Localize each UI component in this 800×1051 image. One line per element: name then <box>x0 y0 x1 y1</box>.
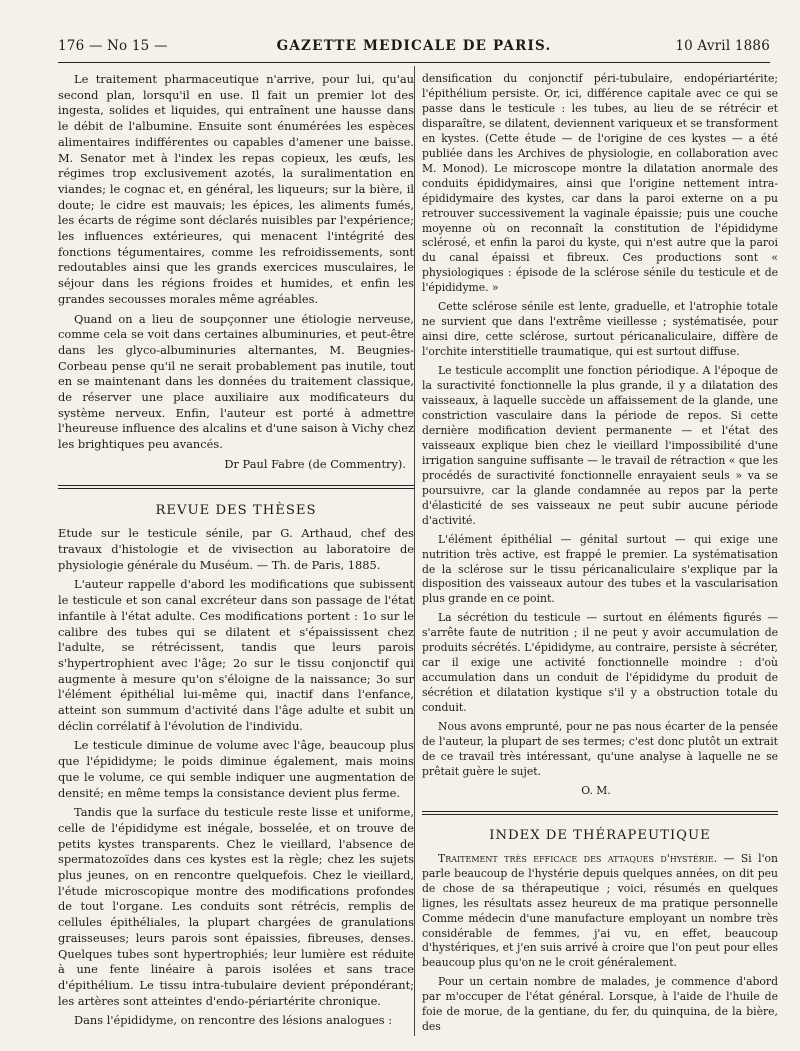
item-text: — Si l'on parle beaucoup de l'hystérie depuis quelques années, on dit peu de chose de sa thérapeutique ; voici, résumés en quelques lignes, les résultats assez heureux de ma pratique personnelle Comme médecin d'une manufacture employant un nombre très considérable de femmes, j'ai vu, en effet, beaucoup d'hystériques, et j'en suis arrivé à croire que l'on peut pour elles beaucoup plus qu'on ne le croit généralement. <box>422 851 779 970</box>
column-divider <box>414 66 415 1036</box>
paragraph: Tandis que la surface du testicule reste lisse et uniforme, celle de l'épididyme est inégale, bosselée, et on trouve de petits kystes transparents. Chez le vieillard, l'absence de spermatozoïdes dans ces kystes est la règle; chez les sujets plus jeunes, on en rencontre quelquefois. Chez le vieillard, l'étude microscopique montre des modifications profondes de tout l'organe. Les conduits sont rétrécis, remplis de cellules épithéliales, la plupart chargées de granulations graisseuses; leurs parois sont épaissies, fibreuses, denses. Quelques tubes sont hypertrophiés; leur lumière est réduite à une fente linéaire à parois isolées et sans trace d'épithélium. Le tissu intra-tubulaire devient prépondérant; les artères sont atteintes d'endo-périartérite chronique. <box>58 805 414 1008</box>
right-column <box>422 72 778 1039</box>
section-rule <box>422 814 778 815</box>
header-rule <box>58 62 770 63</box>
thesis-reference: Etude sur le testicule sénile, par G. Arthaud, chef des travaux d'histologie et de vivisection au laboratoire de physiologie générale du Muséum. — Th. de Paris, 1885. <box>58 526 414 572</box>
issue-date: 10 Avril 1886 <box>675 38 770 54</box>
paragraph <box>422 852 778 972</box>
left-column <box>58 72 414 1033</box>
paragraph: Cette sclérose sénile est lente, graduelle, et l'atrophie totale ne survient que dans l'extrême vieillesse ; systématisée, pour ainsi dire, cette sclérose, surtout péricanaliculaire, diffère de l'orchite interstitielle traumatique, qui est surtout diffuse. <box>422 300 778 359</box>
paragraph: Le testicule diminue de volume avec l'âge, beaucoup plus que l'épididyme; le poids diminue également, mais moins que le volume, ce qui semble indiquer une augmentation de densité; en même temps la consistance devient plus ferme. <box>58 738 414 800</box>
author-signature: O. M. <box>581 783 611 797</box>
section-rule <box>58 488 414 489</box>
item-title: Traitement très efficace des attaques d'hystérie. <box>438 851 718 865</box>
author-signature: Dr Paul Fabre (de Commentry). <box>224 456 406 471</box>
section-title: REVUE DES THÈSES <box>155 502 317 518</box>
section-rule <box>422 811 778 812</box>
paragraph: Nous avons emprunté, pour ne pas nous écarter de la pensée de l'auteur, la plupart de ses termes; c'est donc plutôt un extrait de ce travail très intéressant, qu'une analyse à laquelle ne se prêtait guère le sujet. <box>422 720 778 778</box>
paragraph: Dans l'épididyme, on rencontre des lésions analogues : <box>74 1013 393 1028</box>
paragraph: L'élément épithélial — génital surtout — qui exige une nutrition très active, est frappé le premier. La systématisation de la sclérose sur le tissu péricanaliculaire s'explique par la disposition des vaisseaux autour des tubes et la vascularisation plus grande en ce point. <box>422 532 778 606</box>
paragraph: La sécrétion du testicule — surtout en éléments figurés — s'arrête faute de nutrition ; il ne peut y avoir accumulation de produits sécrétés. L'épididyme, au contraire, persiste à sécréter, car il exige une activité fonctionnelle moindre : d'où accumulation dans un conduit de l'épididyme du produit de sécrétion et dilatation kystique s'il y a obstruction totale du conduit. <box>422 611 778 715</box>
journal-title: GAZETTE MEDICALE DE PARIS. <box>276 38 552 54</box>
paragraph: Le testicule accomplit une fonction périodique. A l'époque de la suractivité fonctionnelle la plus grande, il y a dilatation des vaisseaux, à laquelle succède un affaissement de la glande, une constriction vasculaire dans la période de repos. Si cette dernière modification devient permanente — et l'état des vaisseaux explique bien chez le vieillard l'impossibilité d'une irrigation sanguine suffisante — le travail de rétraction « que les procédés de suractivité fonctionnelle enrayaient seuls » va se poursuivre, car la glande condamnée au repos par la perte d'élasticité de ses vaisseaux ne peut subir aucune période d'activité. <box>422 364 778 527</box>
section-rule <box>58 485 414 486</box>
paragraph: Pour un certain nombre de malades, je commence d'abord par m'occuper de l'état général. Lorsque, à l'aide de l'huile de foie de morue, de la gentiane, du fer, du quinquina, de la bière, des <box>422 975 778 1034</box>
paragraph: densification du conjonctif péri-tubulaire, endopériartérite; l'épithélium persiste. Or, ici, différence capitale avec ce qui se passe dans le testicule : les tubes, au lieu de se rétrécir et disparaître, se dilatent, deviennent variqueux et se transforment en kystes. (Cette étude — de l'origine de ces kystes — a été publiée dans les Archives de physiologie, en collaboration avec M. Monod). Le microscope montre la dilatation anormale des conduits épididymaires, ainsi que l'origine nettement intra-épididymaire des kystes, car dans la paroi externe on a pu retrouver successivement la vaginale épaissie; puis une couche moyenne où on reconnaît la constitution de l'épididyme sclérosé, et enfin la paroi du kyste, qui n'est autre que la paroi du canal épaissi et fibreux. Ces productions sont « physiologiques : épisode de la sclérose sénile du testicule et de l'épididyme. » <box>422 72 778 295</box>
paragraph: L'auteur rappelle d'abord les modifications que subissent le testicule et son canal excréteur dans son passage de l'état infantile à l'état adulte. Ces modifications portent : 1o sur le calibre des tubes qui se dilatent et s'épaississent chez l'adulte, se rétrécissent, tandis que leurs parois s'hypertrophient avec l'âge; 2o sur le tissu conjonctif qui augmente à mesure qu'on s'éloigne de la naissance; 3o sur l'élément épithélial lui-même qui, inactif dans l'enfance, atteint son summum d'activité dans l'âge adulte et subit un déclin corrélatif à l'évolution de l'individu. <box>58 577 414 733</box>
paragraph: Le traitement pharmaceutique n'arrive, pour lui, qu'au second plan, lorsqu'il en use. Il fait un premier lot des ingesta, solides et liquides, qui entraînent une hausse dans le débit de l'albumine. Ensuite sont énumérées les espèces alimentaires indifférentes ou capables d'amener une baisse. M. Senator met à l'index les repas copieux, les œufs, les régimes trop exclusivement azotés, la suralimentation en viandes; le cognac et, en général, les liqueurs; sur la bière, il doute; le cidre est mauvais; les épices, les aliments fumés, les écarts de régime sont déclarés nuisibles par l'expérience; les influences extérieures, qui menacent l'intégrité des fonctions tégumentaires, comme les refroidissements, sont redoutables ainsi que les grands exercices musculaires, le séjour dans les régions froides et humides, et enfin les grandes secousses morales même agréables. <box>58 72 414 306</box>
paragraph: Quand on a lieu de soupçonner une étiologie nerveuse, comme cela se voit dans certaines albuminuries, et peut-être dans les glyco-albuminuries alternantes, M. Beugnies-Corbeau pense qu'il ne serait probablement pas inutile, tout en se maintenant dans les données du traitement classique, de réserver une place auxiliaire aux modificateurs du système nerveux. Enfin, l'auteur est porté à admettre l'heureuse influence des alcalins et d'une saison à Vichy chez les brightiques peu avancés. <box>58 311 414 452</box>
page-number: 176 — No 15 — <box>58 38 168 54</box>
page-header <box>58 38 770 64</box>
section-title: INDEX DE THÉRAPEUTIQUE <box>489 827 711 843</box>
